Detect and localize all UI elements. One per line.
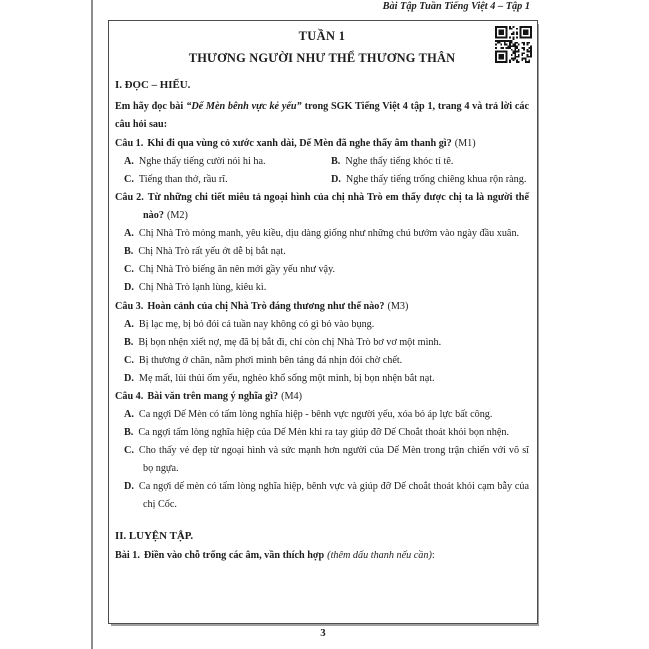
question-4-label: Câu 4.	[115, 391, 144, 403]
exercise-1-text: Điền vào chỗ trống các âm, vần thích hợp	[143, 549, 325, 561]
option-letter: A.	[124, 155, 134, 167]
option-text: Chị Nhà Trò biếng ăn nên mới gầy yếu như vậy.	[138, 264, 336, 276]
question-2-option-d	[124, 279, 529, 297]
question-1-option-b	[331, 153, 529, 171]
option-letter: B.	[331, 155, 341, 167]
question-1-options	[115, 153, 529, 189]
question-2-option-b	[124, 243, 529, 261]
option-text: Chị Nhà Trò lạnh lùng, kiêu kì.	[138, 281, 267, 293]
question-1-text: Khi đi qua vùng cỏ xước xanh dài, Dế Mèn đã nghe thấy âm thanh gì?	[147, 137, 452, 149]
option-text: Bị lạc mẹ, bị bỏ đói cả tuần nay không có gì bỏ vào bụng.	[138, 318, 375, 330]
option-letter: C.	[124, 445, 134, 457]
option-text: Cho thấy vẻ đẹp từ ngoại hình và sức mạnh hơn người của Dế Mèn trong trận chiến với võ sĩ bọ ngựa.	[138, 445, 529, 475]
theme-title: THƯƠNG NGƯỜI NHƯ THỂ THƯƠNG THÂN	[188, 51, 456, 65]
question-2-label: Câu 2.	[115, 192, 144, 204]
option-text: Ca ngợi tấm lòng nghĩa hiệp của Dế Mèn khi ra tay giúp đỡ Dế Choắt thoát khỏi bọn nhện.	[138, 427, 510, 439]
option-letter: A.	[124, 318, 134, 330]
question-2-options	[115, 225, 529, 297]
exercise-1	[115, 547, 529, 565]
worksheet-frame	[108, 20, 538, 624]
question-3-options	[115, 316, 529, 388]
option-letter: B.	[124, 427, 134, 439]
option-letter: C.	[124, 354, 134, 366]
option-text: Chị Nhà Trò rất yếu ớt dễ bị bắt nạt.	[138, 246, 286, 258]
option-letter: A.	[124, 228, 134, 240]
question-2-level-marker: (M2)	[166, 210, 188, 222]
question-3-option-b	[124, 334, 529, 352]
question-3-level-marker: (M3)	[387, 300, 409, 312]
question-4-option-a	[124, 406, 529, 424]
exercise-1-note: (thêm dấu thanh nếu cần)	[327, 549, 432, 561]
question-1-option-c	[124, 171, 331, 189]
option-text: Bị bọn nhện xiết nợ, mẹ đã bị bắt đi, chỉ còn chị Nhà Trò bơ vơ một mình.	[138, 336, 442, 348]
question-3-text: Hoàn cảnh của chị Nhà Trò đáng thương như thế nào?	[147, 300, 385, 312]
question-1-level-marker: (M1)	[454, 137, 476, 149]
option-text: Nghe thấy tiếng khóc tỉ tê.	[345, 155, 454, 167]
qr-code-image	[495, 26, 532, 63]
question-2-option-a	[124, 225, 529, 243]
option-letter: B.	[124, 246, 134, 258]
question-3-option-c	[124, 352, 529, 370]
week-title: TUẦN 1	[298, 29, 346, 43]
question-3-option-d	[124, 370, 529, 388]
option-text: Mẹ mất, lủi thủi ốm yếu, nghèo khổ sống một mình, bị bọn nhện bắt nạt.	[138, 372, 435, 384]
option-text: Tiếng than thở, rầu rĩ.	[138, 173, 228, 185]
option-letter: B.	[124, 336, 134, 348]
page-number: 3	[320, 627, 326, 639]
option-letter: C.	[124, 173, 134, 185]
question-3	[115, 298, 529, 316]
reading-title-quote: “Dế Mèn bênh vực kẻ yếu”	[186, 100, 302, 112]
option-text: Nghe thấy tiếng trống chiêng khua rộn ràng.	[345, 173, 527, 185]
question-1-option-d	[331, 171, 529, 189]
section-reading-heading: I. ĐỌC – HIỂU.	[115, 79, 191, 91]
exercise-1-colon: :	[431, 549, 435, 561]
question-4-option-b	[124, 424, 529, 442]
option-text: Bị thương ở chân, nằm phơi mình bên tảng đá nhịn đói chờ chết.	[138, 354, 403, 366]
question-4-option-d	[124, 478, 529, 514]
question-4-text: Bài văn trên mang ý nghĩa gì?	[147, 391, 279, 403]
section-practice-heading: II. LUYỆN TẬP.	[115, 529, 194, 542]
question-1	[115, 135, 529, 153]
question-1-option-a	[124, 153, 331, 171]
option-letter: D.	[124, 372, 134, 384]
question-1-label: Câu 1.	[115, 137, 144, 149]
option-text: Ca ngợi dế mèn có tấm lòng nghĩa hiệp, bênh vực và giúp đỡ Dế choắt thoát khỏi cạm bẫy của chị Cốc.	[138, 480, 529, 510]
option-letter: D.	[124, 281, 134, 293]
running-header: Bài Tập Tuần Tiếng Việt 4 – Tập 1	[382, 1, 530, 12]
question-4	[115, 388, 529, 406]
option-letter: D.	[331, 173, 341, 185]
option-letter: D.	[124, 480, 134, 492]
option-letter: C.	[124, 264, 134, 276]
question-4-option-c	[124, 442, 529, 478]
question-2-text: Từ những chi tiết miêu tả ngoại hình của chị nhà Trò em thấy được chị ta là người thế nào?	[143, 192, 529, 222]
question-3-label: Câu 3.	[115, 300, 144, 312]
option-text: Nghe thấy tiếng cười nói hi ha.	[138, 155, 266, 167]
question-4-level-marker: (M4)	[281, 391, 303, 403]
exercise-1-label: Bài 1.	[115, 549, 140, 561]
reading-instructions	[115, 98, 529, 134]
question-4-options	[115, 406, 529, 513]
option-text: Ca ngợi Dế Mèn có tấm lòng nghĩa hiệp - bênh vực người yếu, xóa bỏ áp lực bất công.	[138, 409, 493, 421]
page-edge-line	[91, 0, 93, 649]
intro-prefix: Em hãy đọc bài	[115, 100, 184, 112]
question-3-option-a	[124, 316, 529, 334]
option-letter: A.	[124, 409, 134, 421]
question-2	[115, 189, 529, 225]
intro-suffix: trong SGK Tiếng Việt 4 tập 1, trang 4 và trả lời các câu hỏi sau:	[115, 100, 529, 130]
option-text: Chị Nhà Trò mỏng manh, yêu kiều, dịu dàng giống như những chú bướm vào ngày đầu xuân.	[138, 228, 520, 240]
question-2-option-c	[124, 261, 529, 279]
